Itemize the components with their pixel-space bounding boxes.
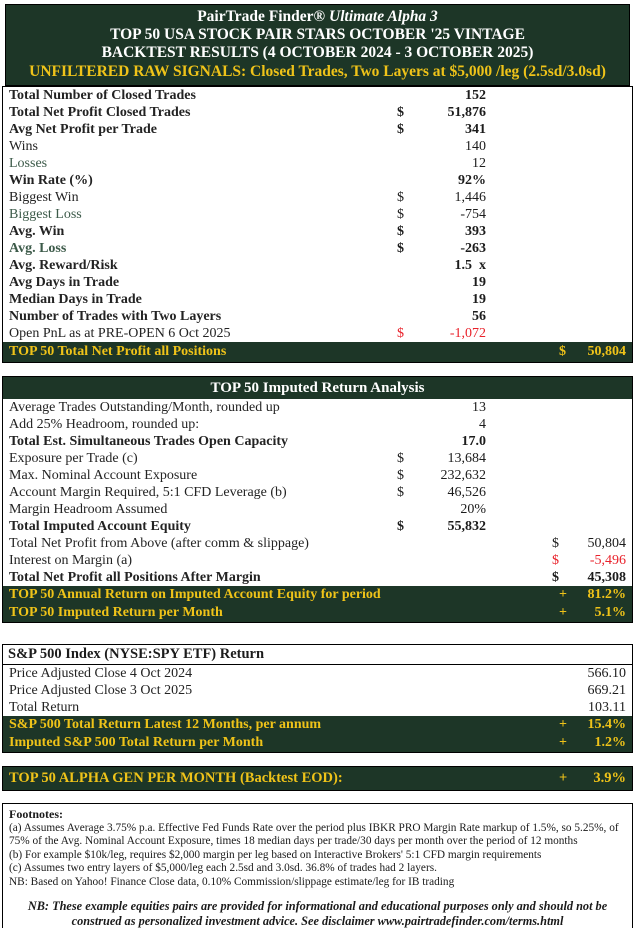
- row-value: 152: [465, 88, 486, 103]
- report-subtitle-vintage: TOP 50 USA STOCK PAIR STARS OCTOBER '25 VINTAGE: [110, 26, 525, 43]
- closed-trades-section: [2, 86, 633, 363]
- row-value: 50,804: [587, 536, 626, 551]
- row-value: 51,876: [447, 105, 486, 120]
- currency-symbol: $: [552, 570, 559, 585]
- currency-symbol: $: [397, 326, 404, 341]
- bar-label: Imputed S&P 500 Total Return per Month: [9, 735, 264, 750]
- bar-value: 15.4%: [587, 717, 626, 732]
- bar-label: TOP 50 Imputed Return per Month: [9, 605, 223, 620]
- row-value: 103.11: [588, 700, 626, 715]
- row-label: Price Adjusted Close 3 Oct 2025: [9, 683, 193, 698]
- bar-value: 81.2%: [587, 587, 626, 602]
- table-row: [3, 416, 632, 433]
- bar-label: S&P 500 Total Return Latest 12 Months, per annum: [9, 717, 322, 732]
- section-gap: [0, 791, 635, 803]
- table-row: [3, 665, 632, 682]
- currency-symbol: $: [397, 519, 404, 534]
- section-gap: [0, 753, 635, 766]
- bar-value: 1.2%: [594, 735, 626, 750]
- table-row: [3, 257, 632, 274]
- table-row: [3, 682, 632, 699]
- annual-return-bar: [3, 586, 632, 604]
- table-row: [3, 535, 632, 552]
- table-row: [3, 308, 632, 325]
- table-row: [3, 104, 632, 121]
- table-row: [3, 189, 632, 206]
- row-value: 393: [465, 224, 486, 239]
- plus-sign: +: [559, 735, 567, 750]
- table-row: [3, 291, 632, 308]
- plus-sign: +: [559, 717, 567, 732]
- report-subtitle-period: BACKTEST RESULTS (4 OCTOBER 2024 - 3 OCTOBER 2025): [101, 44, 534, 61]
- report-header: [5, 4, 630, 86]
- product-name: Ultimate Alpha 3: [329, 8, 438, 25]
- plus-sign: +: [559, 587, 567, 602]
- row-label: Number of Trades with Two Layers: [9, 309, 222, 324]
- row-label: Average Trades Outstanding/Month, rounded up: [9, 400, 280, 415]
- table-row: [3, 433, 632, 450]
- table-row: [3, 399, 632, 416]
- table-row: [3, 240, 632, 257]
- brand-name: PairTrade Finder®: [197, 8, 326, 25]
- disclaimer-text: NB: These example equities pairs are provided for informational and educational purposes only and should not be construed as personalized investment advice. See disclaimer www.pairtradefinder.com/terms.html: [27, 898, 608, 928]
- row-value: 341: [465, 122, 486, 137]
- bar-value: 50,804: [587, 344, 626, 359]
- bar-label: TOP 50 Total Net Profit all Positions: [9, 344, 227, 359]
- currency-symbol: $: [397, 224, 404, 239]
- footnote-c: (c) Assumes two entry layers of $5,000/leg each 2.5sd and 3.0sd. 36.8% of trades had 2 layers.: [9, 862, 437, 875]
- table-row: [3, 155, 632, 172]
- row-value: 45,308: [587, 570, 626, 585]
- sp500-annual-return-bar: [3, 716, 632, 734]
- bar-value: 3.9%: [593, 770, 626, 786]
- footnote-nb: NB: Based on Yahoo! Finance Close data, 0.10% Commission/slippage estimate/leg for IB trading: [9, 875, 455, 888]
- row-label: Wins: [9, 139, 38, 154]
- row-label: Total Number of Closed Trades: [9, 88, 196, 103]
- row-value: 55,832: [447, 519, 486, 534]
- table-row: [3, 206, 632, 223]
- bar-value: 5.1%: [594, 605, 626, 620]
- currency-symbol: $: [552, 536, 559, 551]
- currency-symbol: $: [552, 553, 559, 568]
- row-label: Avg Net Profit per Trade: [9, 122, 158, 137]
- row-label: Avg. Reward/Risk: [9, 258, 118, 273]
- row-value: 1,446: [454, 190, 486, 205]
- row-value: 19: [472, 292, 486, 307]
- table-row: [3, 138, 632, 155]
- table-row: [3, 467, 632, 484]
- row-label: Total Net Profit from Above (after comm & slippage): [9, 536, 309, 551]
- footnotes-section: [2, 803, 633, 928]
- table-row: [3, 274, 632, 291]
- plus-sign: +: [559, 605, 567, 620]
- row-label: Account Margin Required, 5:1 CFD Leverage (b): [9, 485, 287, 500]
- row-label: Margin Headroom Assumed: [9, 502, 168, 517]
- sp500-title: S&P 500 Index (NYSE:SPY ETF) Return: [3, 645, 632, 665]
- sp500-section: [2, 644, 633, 753]
- bar-label: TOP 50 ALPHA GEN PER MONTH (Backtest EOD):: [9, 770, 343, 786]
- row-label: Price Adjusted Close 4 Oct 2024: [9, 666, 193, 681]
- currency-symbol: $: [397, 122, 404, 137]
- row-label: Exposure per Trade (c): [9, 451, 138, 466]
- row-value: 566.10: [587, 666, 626, 681]
- row-label: Max. Nominal Account Exposure: [9, 468, 198, 483]
- currency-symbol: $: [397, 468, 404, 483]
- footnote-a: (a) Assumes Average 3.75% p.a. Effective Fed Funds Rate over the period plus IBKR PRO Margin Rate markup of 1.5%, so 5.25%, of 75% of the Avg. Nominal Account Exposure, times 18 median days per trade/30 days per month over the period of 12 months: [9, 821, 619, 848]
- row-label: Interest on Margin (a): [9, 553, 132, 568]
- row-value: -5,496: [589, 553, 626, 568]
- table-row: [3, 699, 632, 716]
- total-net-profit-bar: [3, 342, 632, 362]
- table-row-open-pnl: [3, 325, 632, 342]
- row-value: 13,684: [447, 451, 486, 466]
- row-label: Avg. Win: [9, 224, 65, 239]
- row-label: Biggest Loss: [9, 207, 82, 222]
- row-label: Biggest Win: [9, 190, 79, 205]
- table-row: [3, 484, 632, 501]
- table-row-interest: [3, 552, 632, 569]
- row-value: 13: [472, 400, 486, 415]
- table-row: [3, 172, 632, 189]
- row-value: 17.0: [461, 434, 486, 449]
- row-label: Open PnL as at PRE-OPEN 6 Oct 2025: [9, 326, 231, 341]
- row-label: Total Return: [9, 700, 80, 715]
- row-label: Total Net Profit all Positions After Margin: [9, 570, 261, 585]
- row-value: 4: [479, 417, 486, 432]
- row-value: -1,072: [449, 326, 486, 341]
- plus-sign: +: [559, 770, 568, 786]
- row-label: Losses: [9, 156, 48, 171]
- table-row: [3, 569, 632, 586]
- row-label: Median Days in Trade: [9, 292, 142, 307]
- table-row: [3, 87, 632, 104]
- monthly-return-bar: [3, 604, 632, 622]
- row-value: 1.5 x: [454, 258, 486, 273]
- row-value: -263: [460, 241, 486, 256]
- alpha-gen-bar: [2, 766, 633, 791]
- section-gap: [0, 623, 635, 644]
- row-value: 92%: [458, 173, 486, 188]
- table-row: [3, 223, 632, 240]
- row-label: Avg Days in Trade: [9, 275, 120, 290]
- footnotes-heading: Footnotes:: [9, 807, 63, 821]
- table-row: [3, 450, 632, 467]
- currency-symbol: $: [397, 451, 404, 466]
- row-value: 56: [472, 309, 486, 324]
- currency-symbol: $: [397, 241, 404, 256]
- row-value: 140: [465, 139, 486, 154]
- imputed-return-section: [2, 376, 633, 623]
- row-value: 669.21: [587, 683, 626, 698]
- row-value: 232,632: [440, 468, 486, 483]
- table-row: [3, 518, 632, 535]
- row-label: Win Rate (%): [9, 173, 93, 188]
- report-signals-line: UNFILTERED RAW SIGNALS: Closed Trades, Two Layers at $5,000 /leg (2.5sd/3.0sd): [29, 63, 606, 80]
- currency-symbol: $: [397, 207, 404, 222]
- currency-symbol: $: [397, 485, 404, 500]
- row-label: Avg. Loss: [9, 241, 67, 256]
- sp500-monthly-return-bar: [3, 734, 632, 752]
- currency-symbol: $: [397, 190, 404, 205]
- row-value: 12: [472, 156, 486, 171]
- row-value: 46,526: [447, 485, 486, 500]
- section-gap: [0, 363, 635, 376]
- table-row: [3, 121, 632, 138]
- row-label: Total Net Profit Closed Trades: [9, 105, 191, 120]
- report-title: [6, 8, 629, 26]
- row-value: 20%: [460, 502, 486, 517]
- currency-symbol: $: [397, 105, 404, 120]
- row-label: Total Imputed Account Equity: [9, 519, 191, 534]
- currency-symbol: $: [559, 344, 566, 359]
- table-row: [3, 501, 632, 518]
- footnote-b: (b) For example $10k/leg, requires $2,000 margin per leg based on Interactive Brokers' 5:1 CFD margin requirements: [9, 848, 542, 861]
- row-value: 19: [472, 275, 486, 290]
- bar-label: TOP 50 Annual Return on Imputed Account Equity for period: [9, 587, 381, 602]
- row-value: -754: [460, 207, 486, 222]
- row-label: Total Est. Simultaneous Trades Open Capacity: [9, 434, 289, 449]
- row-label: Add 25% Headroom, rounded up:: [9, 417, 200, 432]
- imputed-return-title: TOP 50 Imputed Return Analysis: [3, 377, 632, 399]
